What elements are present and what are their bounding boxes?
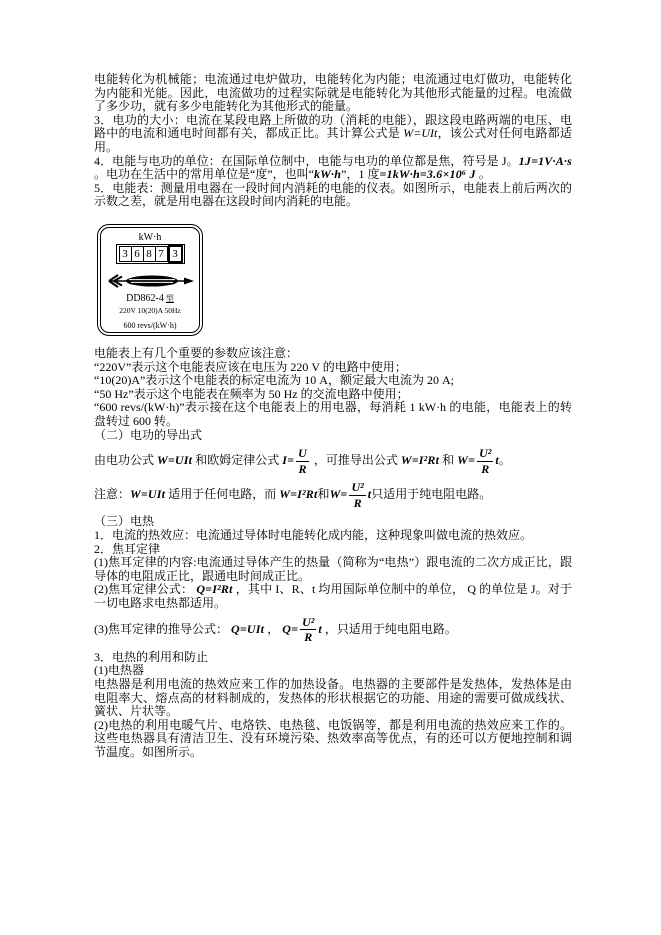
paragraph-heat-use-body: (2)电热的利用电暖气片、电烙铁、电热毯、电饭锅等，都是利用电流的热效应来工作的。这些电热器具有清洁卫生、没有环境污染、热效率高等优点，有的还可以方便地控制和调节温度。如图所示。 bbox=[94, 717, 572, 759]
formula-joule-definition: 1J=1V·A·s bbox=[518, 153, 572, 168]
formula-w-uit: W=UIt bbox=[403, 126, 438, 141]
meter-disc-icon bbox=[106, 271, 194, 291]
formula-w-u2rt: W= bbox=[329, 487, 348, 502]
paragraph-note: 注意：W=UIt 适用于任何电路，而 W=I²Rt和W= $\frac{\text{U²}}{R}$ t只适用于纯电阻电路。 bbox=[94, 480, 492, 510]
meter-model-type-suffix: 型 bbox=[165, 293, 174, 303]
energy-meter-face bbox=[100, 227, 200, 333]
meter-digit: 7 bbox=[155, 246, 168, 262]
meter-digit: 3 bbox=[119, 246, 132, 262]
meter-digit: 8 bbox=[143, 246, 156, 262]
formula-w-uit: W=UIt bbox=[157, 452, 193, 467]
paragraph-param-frequency: “50 Hz”表示这个电能表在频率为 50 Hz 的交流电路中使用； bbox=[94, 386, 409, 401]
meter-digit-display bbox=[116, 244, 185, 264]
paragraph-heater-body: 电热器是利用电流的热效应来工作的加热设备。电热器的主要部件是发热体，发热体是由电阻率大、熔点高的材料制成的，发热体的形状根据它的功能、用途的需要可做成线状、簧状、片状等。 bbox=[94, 677, 572, 719]
paragraph-derived-formula: 由电功公式 W=UIt 和欧姆定律公式 I= $\frac{U}{R}$ ，可推导出公式 W=I²Rt 和 W= $\frac{\text{U²}}{R}$ t。 bbox=[94, 446, 511, 476]
paragraph-joule-formula: (2)焦耳定律公式： Q=I²Rt ，其中 I、R、t 均用国际单位制中的单位， Q 的单位是 J。对于一切电路求电热都适用。 bbox=[94, 582, 572, 611]
paragraph-joule-law-content: (1)焦耳定律的内容:电流通过导体产生的热量（简称为“电热”）跟电流的二次方成正比，跟导体的电阻成正比，跟通电时间成正比。 bbox=[94, 555, 572, 583]
fraction-u2-over-r: $\frac{\text{U²}}{R}$ bbox=[302, 614, 315, 645]
paragraph-param-revs: “600 revs/(kW·h)”表示接在这个电能表上的用电器，每消耗 1 kW·h 的电能，电能表上的转盘转过 600 转。 bbox=[94, 400, 572, 428]
formula-w-u2rt: W= bbox=[457, 452, 476, 467]
formula-q-uit: Q=UIt bbox=[231, 621, 265, 636]
formula-w-i2rt: W=I²Rt bbox=[279, 487, 318, 502]
paragraph-electric-work: 3．电功的大小：电流在某段电路上所做的功（消耗的电能），跟这段电路两端的电压、电路中的电流和通电时间都有关，都成正比。其计算公式是 W=UIt，该公式对任何电路都适用。 bbox=[94, 112, 572, 154]
meter-specs: 220V 10(20)A 50Hz bbox=[119, 305, 181, 315]
section2-heading: （二）电功的导出式 bbox=[94, 427, 203, 442]
fraction-u2-over-r: $\frac{\text{U²}}{R}$ bbox=[479, 446, 492, 476]
formula-kwh: kW·h bbox=[313, 167, 342, 182]
section3-heading: （三）电热 bbox=[94, 514, 155, 529]
paragraph-energy-meter: 5．电能表：测量用电器在一段时间内消耗的电能的仪表。如图所示，电能表上前后两次的示数之差，就是用电器在这段时间内消耗的电能。 bbox=[94, 180, 572, 209]
formula-ohms-law: I= bbox=[282, 452, 295, 467]
fraction-u-over-r: $\frac{U}{R}$ bbox=[298, 446, 307, 476]
meter-unit-label: kW·h bbox=[138, 231, 162, 243]
paragraph-heat-effect: 1．电流的热效应：电流通过导体时电能转化成内能，这种现象叫做电流的热效应。 bbox=[94, 528, 533, 543]
fraction-u2-over-r: $\frac{\text{U²}}{R}$ bbox=[351, 480, 364, 510]
formula-w-i2rt: W=I²Rt bbox=[400, 452, 440, 467]
meter-model: DD862-4 型 bbox=[126, 292, 174, 304]
paragraph-heat-use-title: 3．电热的利用和防止 bbox=[94, 649, 209, 664]
meter-decimal-digit: 3 bbox=[169, 246, 182, 262]
formula-q-u2rt: Q= bbox=[282, 621, 299, 636]
meter-revs: 600 revs/(kW·h) bbox=[123, 320, 177, 330]
energy-meter-figure bbox=[97, 224, 203, 336]
document-body bbox=[94, 73, 572, 760]
paragraph-intro: 电能转化为机械能；电流通过电炉做功，电能转化为内能；电流通过电灯做功，电能转化为内能和光能。因此，电流做功的过程实际就是电能转化为其他形式能量的过程。电流做了多少功，就有多少电能转化为其他形式的能量。 bbox=[94, 72, 572, 114]
paragraph-params-title: 电能表上有几个重要的参数应该注意： bbox=[94, 345, 299, 360]
formula-q-i2rt: Q=I²Rt bbox=[196, 582, 233, 597]
paragraph-heater-title: (1)电热器 bbox=[94, 663, 144, 678]
paragraph-joule-derived: (3)焦耳定律的推导公式： Q=UIt ， Q= $\frac{\text{U²}}{R}$ t ，只适用于纯电阻电路。 bbox=[94, 614, 457, 645]
paragraph-param-current: “10(20)A”表示这个电能表的标定电流为 10 A，额定最大电流为 20 A; bbox=[94, 373, 454, 388]
paragraph-joule-law-title: 2．焦耳定律 bbox=[94, 541, 161, 556]
formula-kwh-joule: =1kW·h=3.6×10⁶ J bbox=[379, 167, 476, 182]
formula-w-uit: W=UIt bbox=[130, 487, 166, 502]
paragraph-units: 4．电能与电功的单位：在国际单位制中，电能与电功的单位都是焦，符号是 J。1J=1V·A·s 。电功在生活中的常用单位是“度”，也叫“kW·h”，1 度=1kW·h=3.6×10⁶ J 。 bbox=[94, 153, 572, 182]
paragraph-param-voltage: “220V”表示这个电能表应该在电压为 220 V 的电路中使用； bbox=[94, 359, 407, 374]
meter-digit: 6 bbox=[131, 246, 144, 262]
